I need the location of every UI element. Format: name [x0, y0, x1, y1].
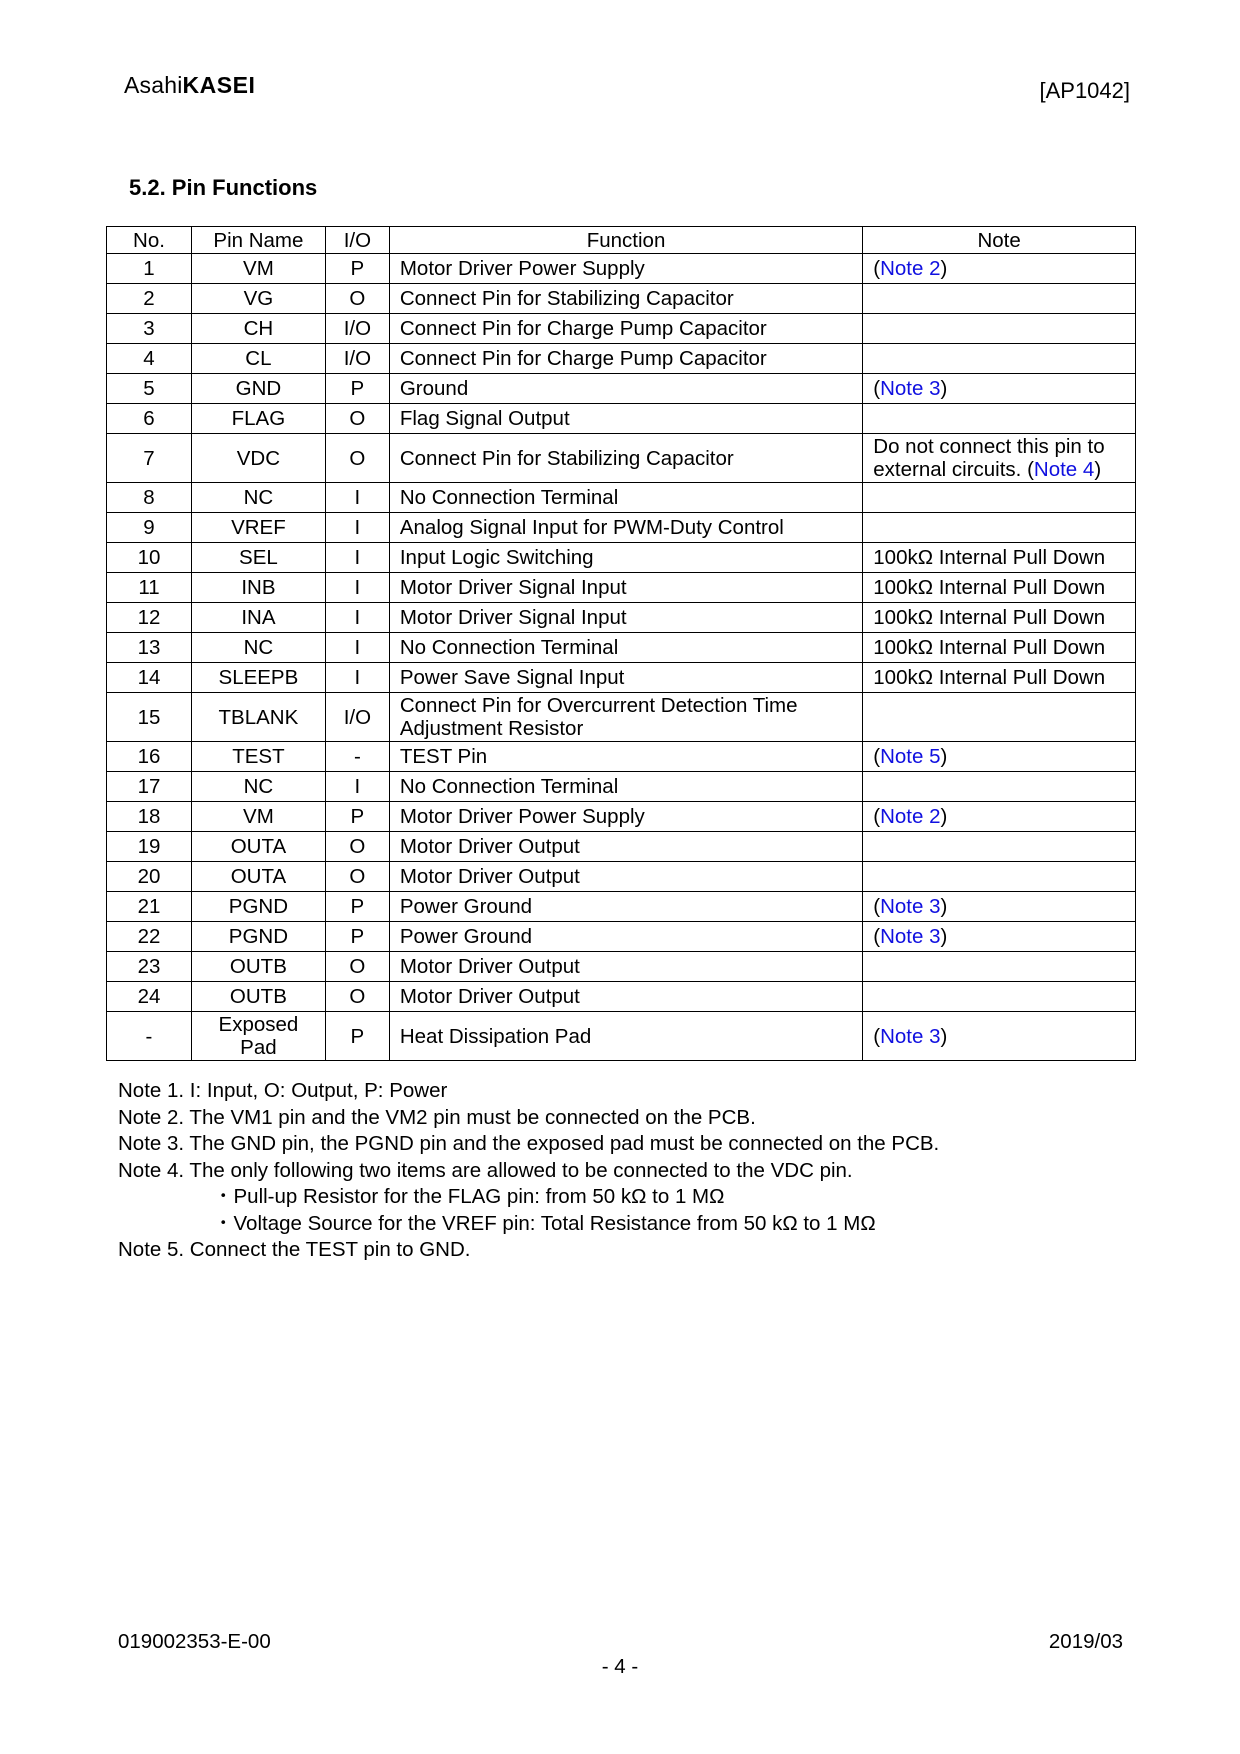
- pin-note: [863, 952, 1136, 982]
- pin-note: [863, 284, 1136, 314]
- note-reference-link[interactable]: Note 5: [880, 745, 941, 768]
- pin-name: NC: [191, 633, 325, 663]
- pin-io: I: [325, 603, 389, 633]
- pin-io: O: [325, 832, 389, 862]
- table-row: [107, 952, 1136, 982]
- pin-note: (Note 5): [863, 742, 1136, 772]
- col-header-io: I/O: [325, 227, 389, 254]
- pin-note-text: Do not connect this pin to external circuits.: [873, 435, 1105, 481]
- pin-io: O: [325, 952, 389, 982]
- pin-io: P: [325, 802, 389, 832]
- pin-number: 3: [107, 314, 192, 344]
- pin-io: O: [325, 434, 389, 483]
- pin-note: [863, 862, 1136, 892]
- pin-io: -: [325, 742, 389, 772]
- pin-note: [863, 633, 1136, 663]
- table-row: [107, 344, 1136, 374]
- pin-number: 9: [107, 513, 192, 543]
- pin-name: OUTA: [191, 832, 325, 862]
- table-row: [107, 892, 1136, 922]
- pin-io: I: [325, 663, 389, 693]
- table-row: [107, 663, 1136, 693]
- pin-io: I/O: [325, 693, 389, 742]
- pin-number: 13: [107, 633, 192, 663]
- pin-io: P: [325, 254, 389, 284]
- pin-function: Motor Driver Power Supply: [389, 254, 862, 284]
- pin-function: Connect Pin for Stabilizing Capacitor: [389, 284, 862, 314]
- table-row: [107, 922, 1136, 952]
- pin-number: 2: [107, 284, 192, 314]
- table-row: [107, 404, 1136, 434]
- pin-number: 21: [107, 892, 192, 922]
- note-2: Note 2. The VM1 pin and the VM2 pin must be connected on the PCB.: [118, 1105, 756, 1129]
- pin-note: (Note 2): [863, 254, 1136, 284]
- pin-note-text: 100kΩ Internal Pull Down: [873, 666, 1106, 689]
- pin-function: Connect Pin for Charge Pump Capacitor: [389, 344, 862, 374]
- pin-io: P: [325, 1012, 389, 1061]
- pin-note: (Note 3): [863, 892, 1136, 922]
- page-number: - 4 -: [601, 1655, 639, 1678]
- col-header-note: Note: [863, 227, 1136, 254]
- pin-io: O: [325, 284, 389, 314]
- pin-function: TEST Pin: [389, 742, 862, 772]
- pin-name: PGND: [191, 892, 325, 922]
- note-4-item-1: ・Pull-up Resistor for the FLAG pin: from 50 kΩ to 1 MΩ: [213, 1185, 725, 1208]
- pin-note-text: 100kΩ Internal Pull Down: [873, 606, 1106, 629]
- pin-name: OUTB: [191, 982, 325, 1012]
- pin-note: (Note 3): [863, 1012, 1136, 1061]
- pin-number: 7: [107, 434, 192, 483]
- document-id: [AP1042]: [1039, 78, 1130, 103]
- note-reference-link[interactable]: Note 3: [880, 925, 941, 948]
- note-4-item-2: ・Voltage Source for the VREF pin: Total Resistance from 50 kΩ to 1 MΩ: [213, 1211, 876, 1235]
- pin-io: I: [325, 772, 389, 802]
- pin-number: 8: [107, 483, 192, 513]
- pin-name: NC: [191, 772, 325, 802]
- pin-function: No Connection Terminal: [389, 633, 862, 663]
- table-row: [107, 434, 1136, 483]
- pin-number: 23: [107, 952, 192, 982]
- pin-note: (Note 2): [863, 802, 1136, 832]
- pin-name: NC: [191, 483, 325, 513]
- note-reference-link[interactable]: Note 3: [880, 895, 941, 918]
- table-row: [107, 573, 1136, 603]
- pin-name: VREF: [191, 513, 325, 543]
- table-row: [107, 284, 1136, 314]
- pin-note: [863, 663, 1136, 693]
- pin-number: 24: [107, 982, 192, 1012]
- table-row: [107, 374, 1136, 404]
- pin-function: Heat Dissipation Pad: [389, 1012, 862, 1061]
- pin-function: Motor Driver Power Supply: [389, 802, 862, 832]
- pin-function: Analog Signal Input for PWM-Duty Control: [389, 513, 862, 543]
- pin-number: 11: [107, 573, 192, 603]
- note-reference-link[interactable]: Note 4: [1033, 458, 1095, 481]
- pin-name: OUTA: [191, 862, 325, 892]
- col-header-no: No.: [107, 227, 192, 254]
- pin-number: 19: [107, 832, 192, 862]
- note-5: Note 5. Connect the TEST pin to GND.: [118, 1238, 471, 1261]
- col-header-pin-name: Pin Name: [191, 227, 325, 254]
- pin-function: Ground: [389, 374, 862, 404]
- pin-name: VG: [191, 284, 325, 314]
- footer-date: 2019/03: [1048, 1630, 1123, 1653]
- pin-io: I: [325, 573, 389, 603]
- table-row: [107, 832, 1136, 862]
- pin-function: Motor Driver Signal Input: [389, 603, 862, 633]
- note-4: Note 4. The only following two items are allowed to be connected to the VDC pin.: [118, 1158, 853, 1182]
- table-row: [107, 543, 1136, 573]
- pin-name: CL: [191, 344, 325, 374]
- table-row: [107, 513, 1136, 543]
- pin-number: 1: [107, 254, 192, 284]
- pin-function: Motor Driver Output: [389, 832, 862, 862]
- pin-note: Do not connect this pin to external circuits. (Note 4): [863, 434, 1136, 483]
- pin-function: Connect Pin for Charge Pump Capacitor: [389, 314, 862, 344]
- pin-name: VM: [191, 254, 325, 284]
- pin-io: I: [325, 633, 389, 663]
- notes-block: [118, 1078, 939, 1264]
- pin-note-text: 100kΩ Internal Pull Down: [873, 636, 1106, 659]
- pin-function: Connect Pin for Overcurrent Detection Time Adjustment Resistor: [389, 693, 862, 742]
- pin-note: [863, 543, 1136, 573]
- note-reference-link[interactable]: Note 2: [880, 805, 941, 828]
- pin-number: -: [107, 1012, 192, 1061]
- pin-name: VDC: [191, 434, 325, 483]
- pin-name: SEL: [191, 543, 325, 573]
- table-row: [107, 982, 1136, 1012]
- pin-io: O: [325, 862, 389, 892]
- pin-io: I/O: [325, 314, 389, 344]
- pin-function: Motor Driver Signal Input: [389, 573, 862, 603]
- pin-name: TBLANK: [191, 693, 325, 742]
- pin-io: I/O: [325, 344, 389, 374]
- footer-doc-number: 019002353-E-00: [118, 1630, 271, 1653]
- pin-name: CH: [191, 314, 325, 344]
- pin-functions-table: [106, 226, 1136, 1061]
- col-header-function: Function: [389, 227, 862, 254]
- pin-name: FLAG: [191, 404, 325, 434]
- pin-name: TEST: [191, 742, 325, 772]
- pin-function: Connect Pin for Stabilizing Capacitor: [389, 434, 862, 483]
- pin-function: Motor Driver Output: [389, 982, 862, 1012]
- pin-io: O: [325, 404, 389, 434]
- table-row: [107, 862, 1136, 892]
- table-row: [107, 693, 1136, 742]
- pin-function: Power Save Signal Input: [389, 663, 862, 693]
- pin-function: No Connection Terminal: [389, 772, 862, 802]
- pin-function: Flag Signal Output: [389, 404, 862, 434]
- pin-number: 22: [107, 922, 192, 952]
- pin-name: OUTB: [191, 952, 325, 982]
- pin-function: Motor Driver Output: [389, 862, 862, 892]
- pin-number: 14: [107, 663, 192, 693]
- pin-name: VM: [191, 802, 325, 832]
- pin-note: [863, 483, 1136, 513]
- table-row: [107, 742, 1136, 772]
- pin-note: [863, 573, 1136, 603]
- asahi-kasei-logo: AsahiKASEI: [124, 72, 256, 98]
- pin-function: Power Ground: [389, 922, 862, 952]
- pin-note: [863, 772, 1136, 802]
- pin-number: 4: [107, 344, 192, 374]
- pin-note: [863, 344, 1136, 374]
- pin-function: Motor Driver Output: [389, 952, 862, 982]
- table-row: [107, 254, 1136, 284]
- pin-name: PGND: [191, 922, 325, 952]
- table-row: [107, 1012, 1136, 1061]
- pin-number: 18: [107, 802, 192, 832]
- table-row: [107, 314, 1136, 344]
- note-3: Note 3. The GND pin, the PGND pin and the exposed pad must be connected on the PCB.: [118, 1132, 940, 1155]
- pin-name: GND: [191, 374, 325, 404]
- table-row: [107, 802, 1136, 832]
- pin-number: 17: [107, 772, 192, 802]
- pin-function: No Connection Terminal: [389, 483, 862, 513]
- table-header-row: [107, 227, 1136, 254]
- pin-note: [863, 832, 1136, 862]
- pin-note: [863, 693, 1136, 742]
- pin-note: (Note 3): [863, 374, 1136, 404]
- pin-name: INA: [191, 603, 325, 633]
- pin-note: (Note 3): [863, 922, 1136, 952]
- pin-note: [863, 314, 1136, 344]
- pin-note: [863, 603, 1136, 633]
- note-reference-link[interactable]: Note 3: [880, 1024, 941, 1048]
- section-title: 5.2. Pin Functions: [129, 175, 318, 200]
- pin-io: P: [325, 374, 389, 404]
- pin-note-text: 100kΩ Internal Pull Down: [873, 546, 1106, 569]
- pin-note: [863, 513, 1136, 543]
- pin-name: INB: [191, 573, 325, 603]
- pin-io: I: [325, 543, 389, 573]
- pin-name: Exposed Pad: [191, 1012, 325, 1061]
- pin-number: 12: [107, 603, 192, 633]
- pin-number: 5: [107, 374, 192, 404]
- pin-number: 20: [107, 862, 192, 892]
- pin-io: I: [325, 513, 389, 543]
- pin-name: SLEEPB: [191, 663, 325, 693]
- pin-number: 15: [107, 693, 192, 742]
- pin-io: O: [325, 982, 389, 1012]
- note-reference-link[interactable]: Note 3: [880, 377, 941, 400]
- pin-note: [863, 982, 1136, 1012]
- pin-note-text: 100kΩ Internal Pull Down: [873, 576, 1106, 599]
- pin-io: P: [325, 892, 389, 922]
- table-row: [107, 603, 1136, 633]
- table-row: [107, 633, 1136, 663]
- pin-io: P: [325, 922, 389, 952]
- pin-number: 10: [107, 543, 192, 573]
- pin-function: Power Ground: [389, 892, 862, 922]
- table-row: [107, 772, 1136, 802]
- pin-number: 6: [107, 404, 192, 434]
- note-reference-link[interactable]: Note 2: [880, 257, 941, 280]
- pin-note: [863, 404, 1136, 434]
- table-row: [107, 483, 1136, 513]
- pin-io: I: [325, 483, 389, 513]
- note-1: Note 1. I: Input, O: Output, P: Power: [118, 1079, 448, 1102]
- pin-number: 16: [107, 742, 192, 772]
- pin-function: Input Logic Switching: [389, 543, 862, 573]
